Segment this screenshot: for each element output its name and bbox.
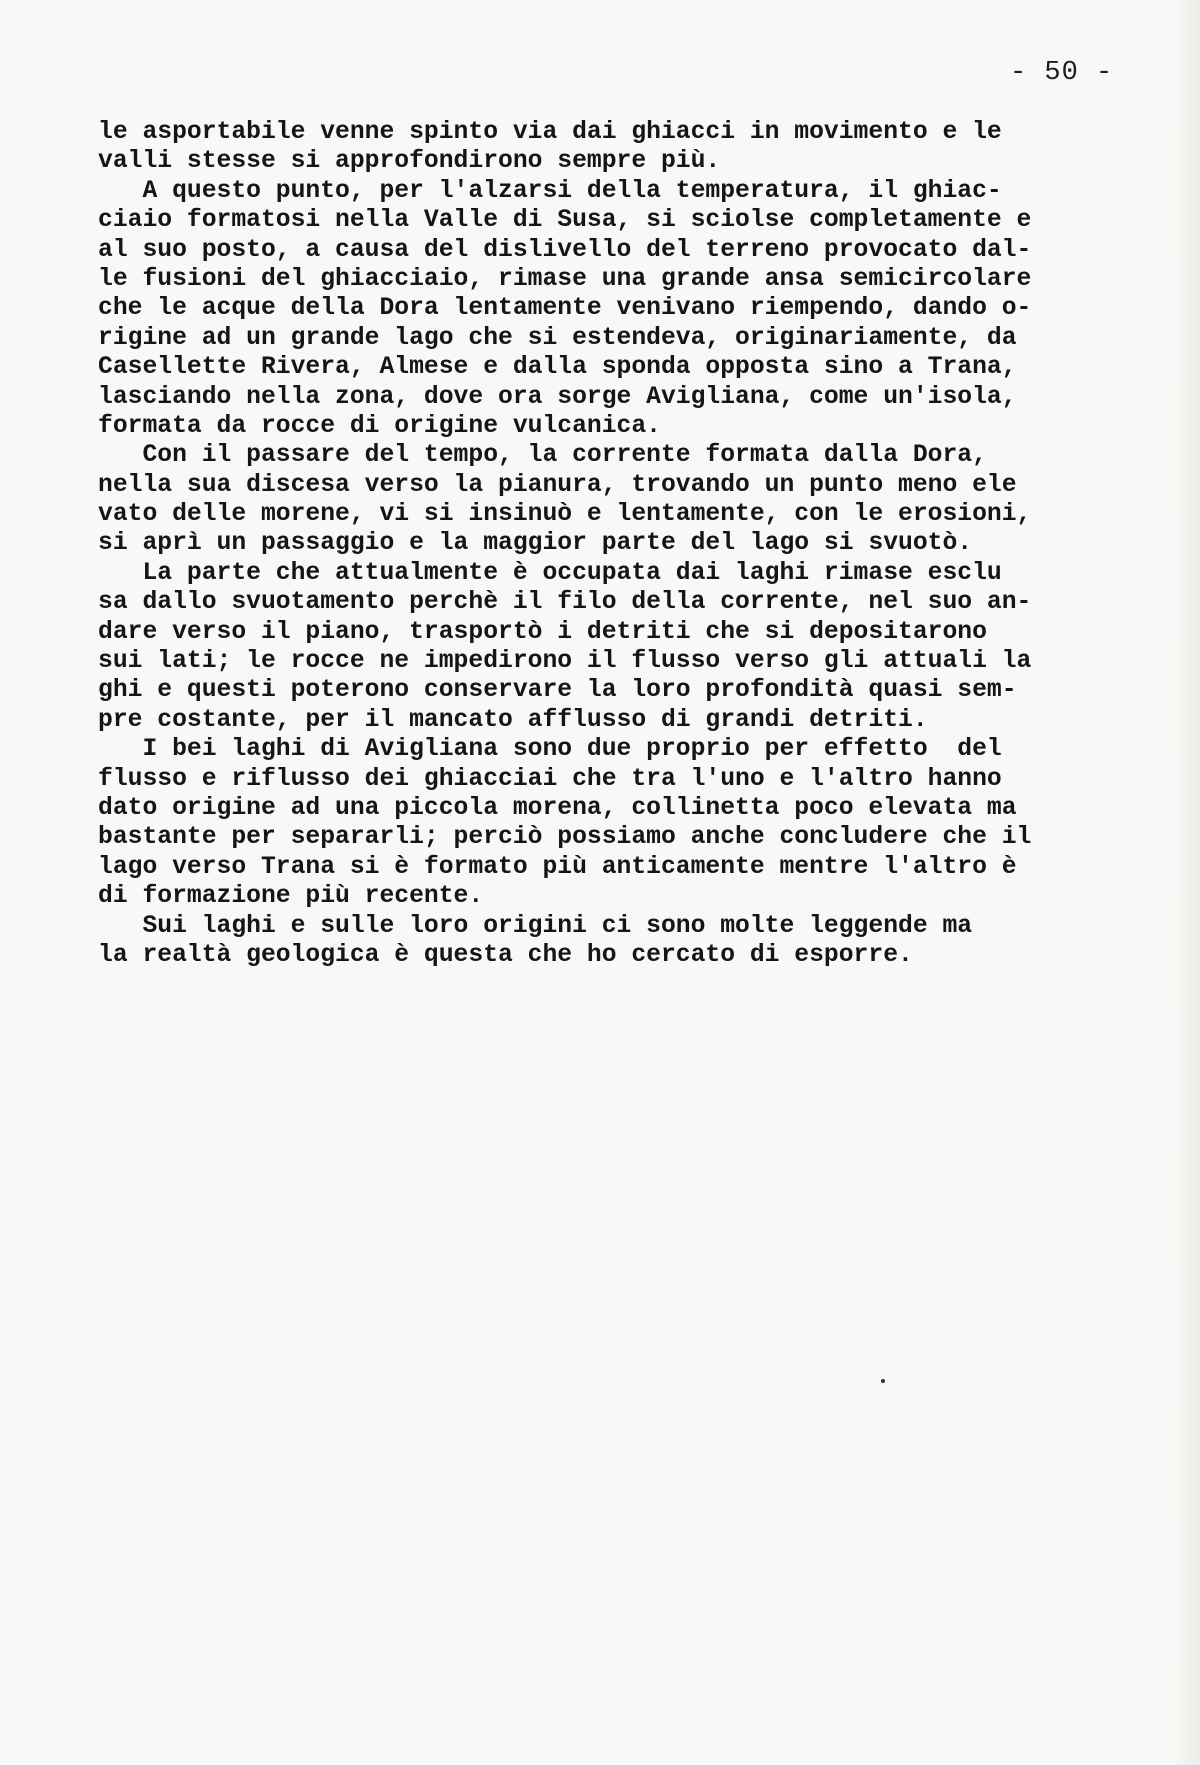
text-line-7: che le acque della Dora lentamente venivano riempendo, dando o- [98, 294, 1032, 323]
text-line-15: si aprì un passaggio e la maggior parte del lago si svuotò. [98, 529, 973, 558]
text-line-17: sa dallo svuotamento perchè il filo della corrente, nel suo an- [98, 588, 1032, 617]
text-line-16: La parte che attualmente è occupata dai laghi rimase esclu [98, 558, 1002, 587]
text-line-9: Casellette Rivera, Almese e dalla sponda opposta sino a Trana, [98, 353, 1017, 382]
text-line-20: ghi e questi poterono conservare la loro profondità quasi sem- [98, 676, 1017, 705]
text-line-12: Con il passare del tempo, la corrente formata dalla Dora, [98, 441, 987, 470]
text-line-26: lago verso Trana si è formato più anticamente mentre l'altro è [98, 852, 1017, 881]
text-line-23: flusso e riflusso dei ghiacciai che tra l'uno e l'altro hanno [98, 764, 1002, 793]
text-line-29: la realtà geologica è questa che ho cercato di esporre. [98, 940, 913, 969]
text-line-5: al suo posto, a causa del dislivello del terreno provocato dal- [98, 235, 1032, 264]
text-line-1: le asportabile venne spinto via dai ghiacci in movimento e le [98, 118, 1002, 146]
text-line-21: pre costante, per il mancato afflusso di grandi detriti. [98, 705, 928, 734]
text-line-4: ciaio formatosi nella Valle di Susa, si sciolse completamente e [98, 206, 1032, 235]
text-line-22: I bei laghi di Avigliana sono due proprio per effetto del [98, 735, 1002, 764]
paper-speck [881, 1379, 885, 1383]
text-line-25: bastante per separarli; perciò possiamo anche concludere che il [98, 823, 1032, 852]
text-line-10: lasciando nella zona, dove ora sorge Avigliana, come un'isola, [98, 382, 1017, 411]
text-line-14: vato delle morene, vi si insinuò e lentamente, con le erosioni, [98, 500, 1032, 529]
text-line-13: nella sua discesa verso la pianura, trovando un punto meno ele [98, 470, 1017, 499]
text-line-8: rigine ad un grande lago che si estendeva, originariamente, da [98, 323, 1017, 352]
text-line-19: sui lati; le rocce ne impedirono il flusso verso gli attuali la [98, 647, 1032, 676]
text-line-24: dato origine ad una piccola morena, collinetta poco elevata ma [98, 793, 1017, 822]
text-line-27: di formazione più recente. [98, 882, 484, 911]
text-line-18: dare verso il piano, trasportò i detriti che si depositarono [98, 617, 987, 646]
text-line-3: A questo punto, per l'alzarsi della temperatura, il ghiac- [98, 176, 1002, 205]
page-number: - 50 - [1010, 58, 1114, 88]
text-line-28: Sui laghi e sulle loro origini ci sono molte leggende ma [98, 911, 973, 940]
body-text [98, 118, 1118, 970]
page-edge-shadow [1172, 0, 1200, 1765]
text-line-2: valli stesse si approfondirono sempre più. [98, 147, 721, 176]
text-line-6: le fusioni del ghiacciaio, rimase una grande ansa semicircolare [98, 264, 1032, 293]
text-line-11: formata da rocce di origine vulcanica. [98, 411, 661, 440]
